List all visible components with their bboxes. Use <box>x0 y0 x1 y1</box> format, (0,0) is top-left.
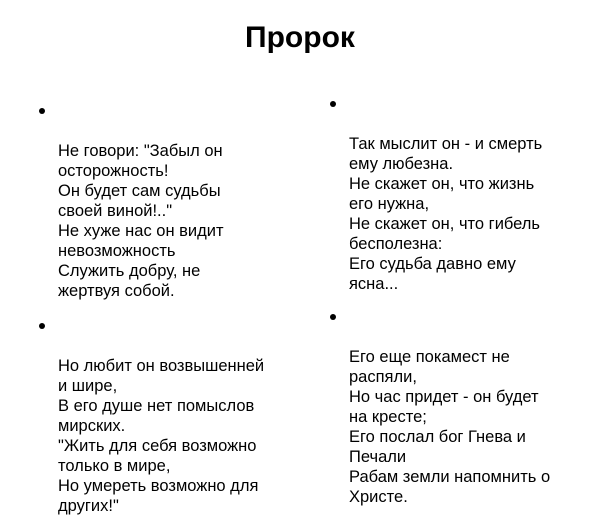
bullet-text: Но любит он возвышенней и шире, В его душе нет помыслов мирских. "Жить для себя возможно только в мире, Но умереть возможно для других!" <box>58 357 265 515</box>
bullet-text: Его еще покамест не распяли, Но час придет - он будет на кресте; Его послал бог Гнева и Печали Рабам земли напомнить о Христе. <box>349 348 551 506</box>
bullet-item <box>36 316 306 516</box>
bullet-dot-icon <box>39 323 45 329</box>
bullet-item <box>36 101 306 301</box>
bullet-dot-icon <box>330 314 336 320</box>
bullet-text: Так мыслит он - и смерть ему любезна. Не скажет он, что жизнь его нужна, Не скажет он, что гибель бесполезна: Его судьба давно ему ясна... <box>349 135 543 293</box>
bullet-text: Не говори: "Забыл он осторожность! Он будет сам судьбы своей виной!.." Не хуже нас он видит невозможность Служить добру, не жертвуя собой. <box>58 142 224 300</box>
bullet-dot-icon <box>39 108 45 114</box>
right-column-list <box>327 94 592 507</box>
left-column-list <box>36 101 306 516</box>
bullet-dot-icon <box>330 101 336 107</box>
bullet-item <box>327 307 592 507</box>
slide-title: Пророк <box>245 21 355 54</box>
bullet-item <box>327 94 592 294</box>
